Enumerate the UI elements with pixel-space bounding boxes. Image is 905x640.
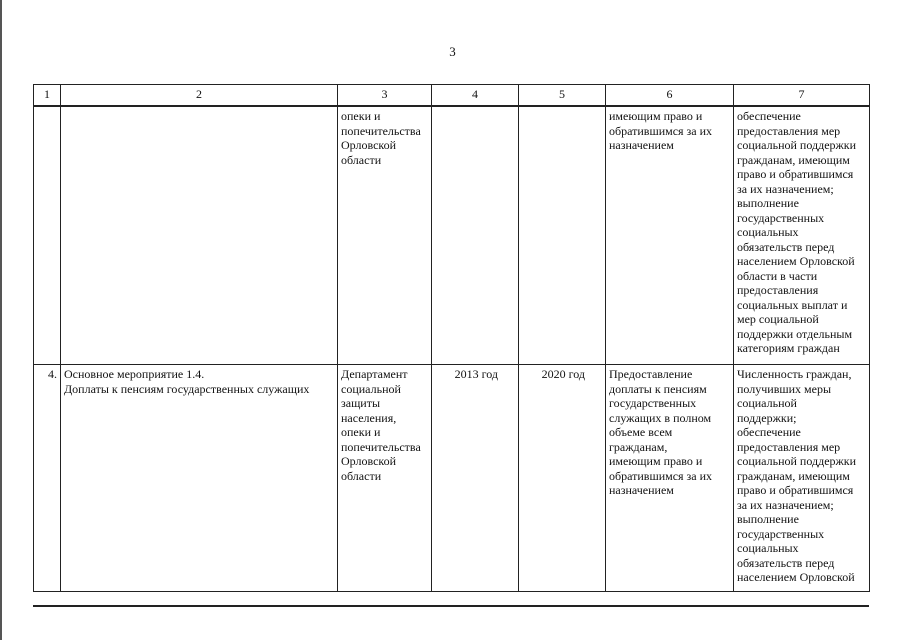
- expected-result-cell: имеющим право и обратившимся за их назначением: [606, 106, 734, 365]
- indicators-cell: Численность граждан, получивших меры социальной поддержки; обеспечение предоставления мер социальной поддержки гражданам, имеющим право и обратившимся за их назначением; выполнение государственных социальных обязательств перед населением Орловской: [734, 365, 870, 592]
- indicators-cell: обеспечение предоставления мер социальной поддержки гражданам, имеющим право и обратившимся за их назначением; выполнение государственных социальных обязательств перед населением Орловской области в части предоставления социальных выплат и мер социальной поддержки отдельным категориям граждан: [734, 106, 870, 365]
- activity-name-cell: [61, 106, 338, 365]
- scan-page-edge: [0, 0, 2, 640]
- row-number-cell: 4.: [34, 365, 61, 592]
- page-number: 3: [449, 44, 456, 59]
- column-header-4: 4: [432, 85, 519, 107]
- column-header-3: 3: [338, 85, 432, 107]
- table-row-4: [34, 365, 870, 592]
- table-bottom-border: [33, 605, 869, 607]
- end-year-cell: 2020 год: [519, 365, 606, 592]
- column-header-2: 2: [61, 85, 338, 107]
- activity-name-cell: Основное мероприятие 1.4. Доплаты к пенсиям государственных служащих: [61, 365, 338, 592]
- expected-result-cell: Предоставление доплаты к пенсиям государственных служащих в полном объеме всем гражданам, имеющим право и обратившимся за их назначением: [606, 365, 734, 592]
- end-year-cell: [519, 106, 606, 365]
- executor-cell: Департамент социальной защиты населения, опеки и попечительства Орловской области: [338, 365, 432, 592]
- table-row-continuation: [34, 106, 870, 365]
- column-header-6: 6: [606, 85, 734, 107]
- start-year-cell: 2013 год: [432, 365, 519, 592]
- row-number-cell: [34, 106, 61, 365]
- executor-cell: опеки и попечительства Орловской области: [338, 106, 432, 365]
- activities-table: [33, 84, 870, 592]
- header-row: [34, 85, 870, 107]
- column-header-5: 5: [519, 85, 606, 107]
- start-year-cell: [432, 106, 519, 365]
- column-header-1: 1: [34, 85, 61, 107]
- column-header-7: 7: [734, 85, 870, 107]
